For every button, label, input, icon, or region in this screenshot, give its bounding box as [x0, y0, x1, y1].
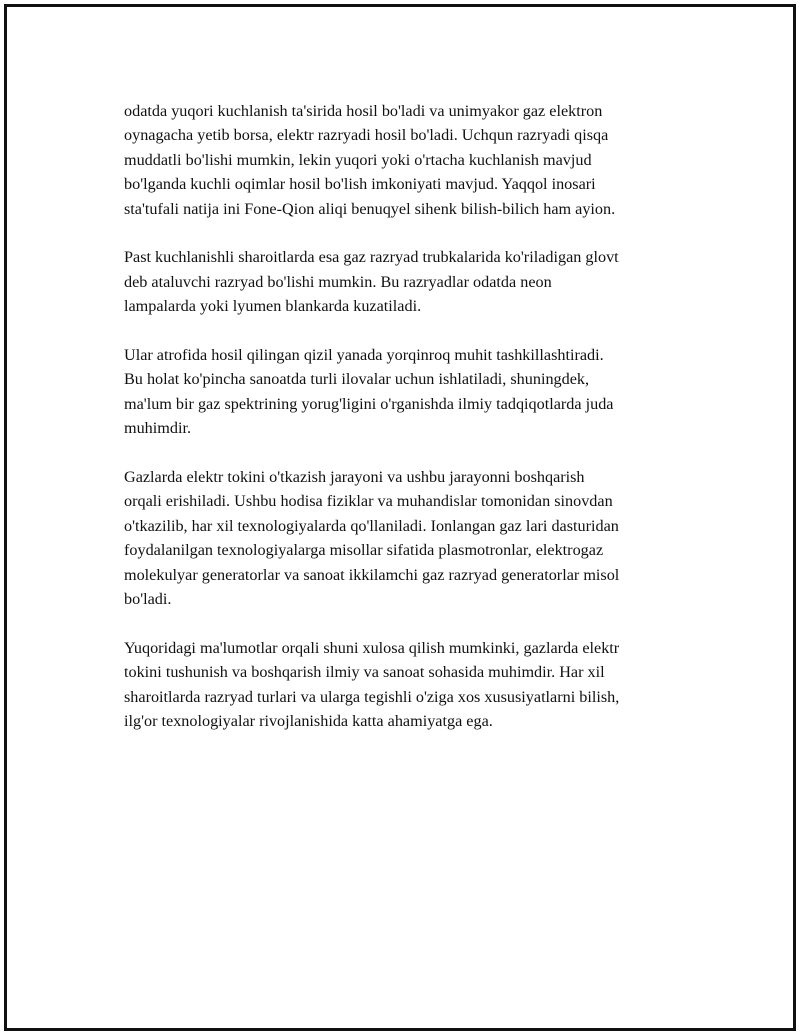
document-body [124, 99, 704, 758]
text-line: orqali erishiladi. Ushbu hodisa fiziklar va muhandislar tomonidan sinovdan [124, 492, 613, 511]
text-line: odatda yuqori kuchlanish ta'sirida hosil bo'ladi va unimyakor gaz elektron [124, 102, 603, 120]
text-line: muddatli bo'lishi mumkin, lekin yuqori yoki o'rtacha kuchlanish mavjud [124, 150, 592, 169]
text-line: molekulyar generatorlar va sanoat ikkilamchi gaz razryad generatorlar misol [124, 565, 620, 584]
text-line: Bu holat ko'pincha sanoatda turli ilovalar uchun ishlatiladi, shuningdek, [124, 370, 590, 389]
paragraph-1 [124, 99, 704, 221]
text-line: bo'ladi. [124, 590, 172, 609]
text-line: lampalarda yoki lyumen blankarda kuzatiladi. [124, 297, 422, 316]
text-line: Yuqoridagi ma'lumotlar orqali shuni xulosa qilish mumkinki, gazlarda elektr [124, 638, 620, 657]
text-line: ilg'or texnologiyalar rivojlanishida katta ahamiyatga ega. [124, 712, 493, 731]
text-line: oynagacha yetib borsa, elektr razryadi hosil bo'ladi. Uchqun razryadi qisqa [124, 126, 609, 145]
text-line: o'tkazilib, har xil texnologiyalarda qo'llaniladi. Ionlangan gaz lari dasturidan [124, 516, 619, 535]
text-line: muhimdir. [124, 419, 192, 438]
text-line: tokini tushunish va boshqarish ilmiy va sanoat sohasida muhimdir. Har xil [124, 663, 605, 682]
text-line: sharoitlarda razryad turlari va ularga tegishli o'ziga xos xususiyatlarni bilish, [124, 687, 620, 706]
text-line: deb ataluvchi razryad bo'lishi mumkin. Bu razryadlar odatda neon [124, 272, 552, 291]
paragraph-5 [124, 636, 704, 734]
text-line: foydalanilgan texnologiyalarga misollar sifatida plasmotronlar, elektrogaz [124, 541, 604, 560]
page-frame [4, 4, 796, 1031]
paragraph-4 [124, 465, 704, 611]
text-line: ma'lum bir gaz spektrining yorug'ligini o'rganishda ilmiy tadqiqotlarda juda [124, 394, 614, 413]
text-line: Ular atrofida hosil qilingan qizil yanada yorqinroq muhit tashkillashtiradi. [124, 346, 604, 365]
paragraph-3 [124, 343, 704, 441]
text-line: Past kuchlanishli sharoitlarda esa gaz razryad trubkalarida ko'riladigan glovt [124, 248, 619, 267]
paragraph-2 [124, 245, 704, 318]
text-line: bo'lganda kuchli oqimlar hosil bo'lish imkoniyati mavjud. Yaqqol inosari [124, 175, 596, 194]
text-line: sta'tufali natija ini Fone-Qion aliqi benuqyel sihenk bilish-bilich ham ayion. [124, 199, 616, 218]
text-line: Gazlarda elektr tokini o'tkazish jarayoni va ushbu jarayonni boshqarish [124, 468, 585, 487]
